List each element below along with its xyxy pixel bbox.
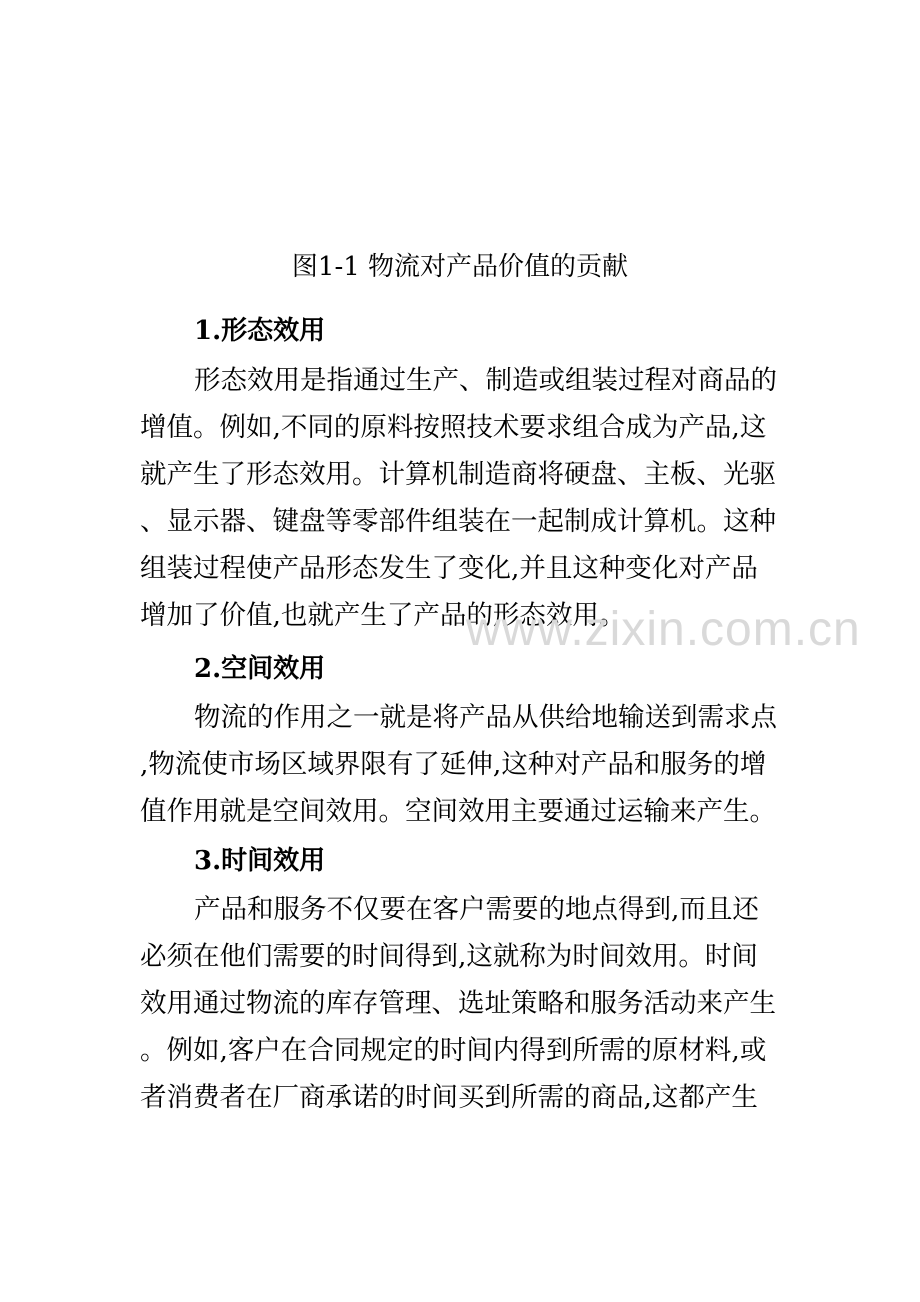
paragraph-space-utility xyxy=(140,694,820,835)
paragraph-form-utility xyxy=(140,357,820,639)
paragraph-line: ,物流使市场区域界限有了延伸,这种对产品和服务的增 xyxy=(140,749,767,780)
paragraph-line: 、显示器、键盘等零部件组装在一起制成计算机。这种 xyxy=(140,506,776,537)
paragraph-line: 就产生了形态效用。计算机制造商将硬盘、主板、光驱 xyxy=(140,459,776,490)
figure-caption: 图1-1 物流对产品价值的贡献 xyxy=(291,252,629,282)
paragraph-line: 增值。例如,不同的原料按照技术要求组合成为产品,这 xyxy=(140,412,767,443)
paragraph-line: 物流的作用之一就是将产品从供给地输送到需求点 xyxy=(194,702,777,733)
paragraph-line: 。例如,客户在合同规定的时间内得到所需的原材料,或 xyxy=(140,1035,767,1066)
section-heading-space-utility: 2.空间效用 xyxy=(194,654,326,684)
paragraph-line: 产品和服务不仅要在客户需要的地点得到,而且还 xyxy=(194,894,759,925)
paragraph-line: 效用通过物流的库存管理、选址策略和服务活动来产生 xyxy=(140,988,776,1019)
section-heading-form-utility: 1.形态效用 xyxy=(194,316,326,346)
paragraph-line: 组装过程使产品形态发生了变化,并且这种变化对产品 xyxy=(140,553,758,584)
paragraph-line: 者消费者在厂商承诺的时间买到所需的商品,这都产生 xyxy=(140,1082,758,1113)
paragraph-line: 值作用就是空间效用。空间效用主要通过运输来产生。 xyxy=(140,796,776,827)
paragraph-line: 增加了价值,也就产生了产品的形态效用。 xyxy=(140,600,626,631)
section-heading-time-utility: 3.时间效用 xyxy=(194,846,326,876)
paragraph-line: 形态效用是指通过生产、制造或组装过程对商品的 xyxy=(194,365,777,396)
watermark: www.zixin.com.cn xyxy=(466,603,861,656)
paragraph-time-utility xyxy=(140,886,820,1121)
paragraph-line: 必须在他们需要的时间得到,这就称为时间效用。时间 xyxy=(140,941,758,972)
